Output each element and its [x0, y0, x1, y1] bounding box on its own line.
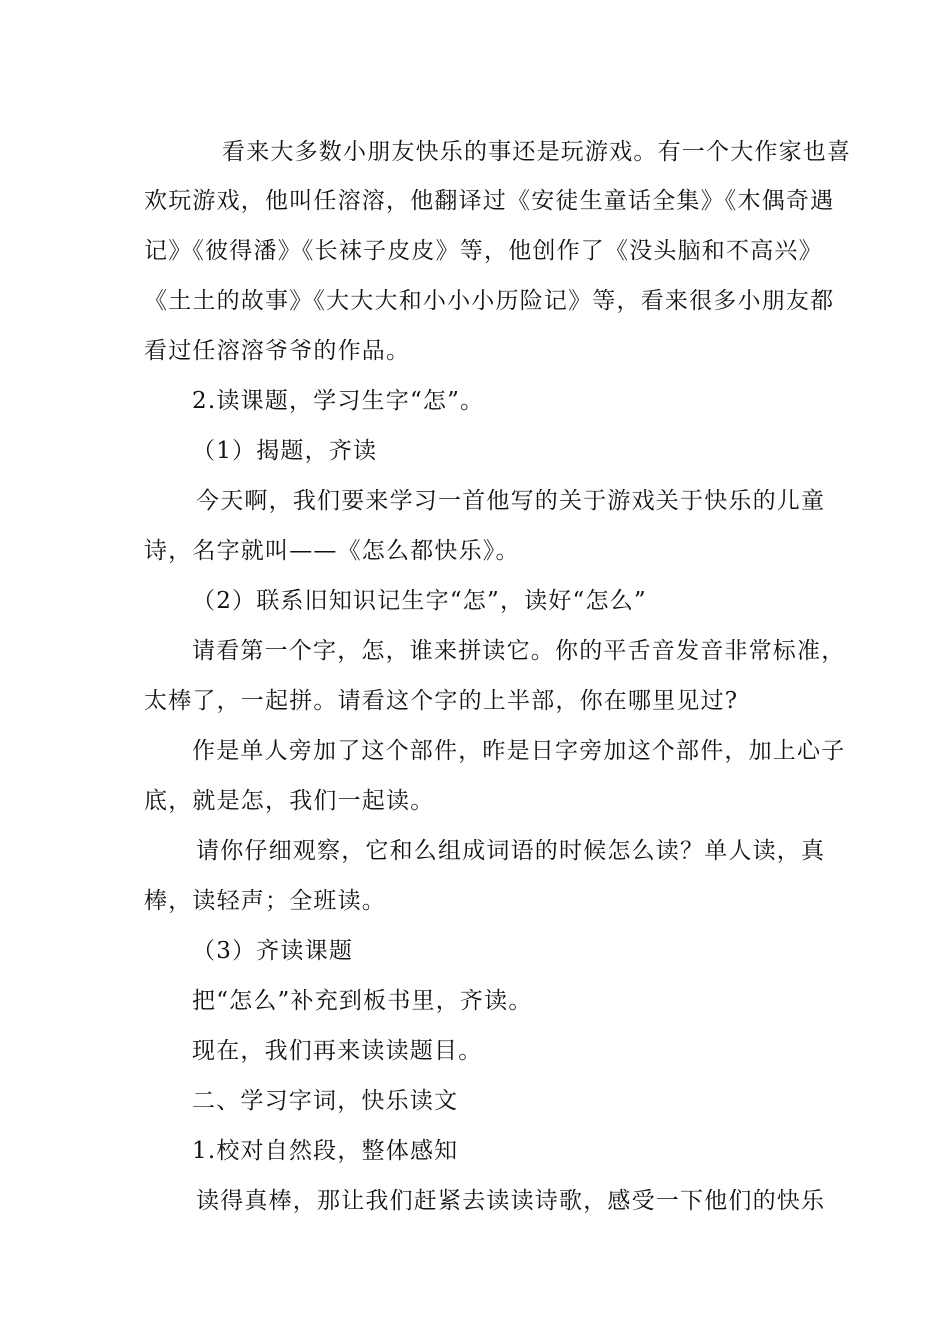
sub-heading: （2）联系旧知识记生字“怎”，读好“怎么” [192, 588, 647, 614]
paragraph-line: 今天啊，我们要来学习一首他写的关于游戏关于快乐的儿童 [196, 488, 826, 514]
section-heading: 二、学习字词，快乐读文 [192, 1088, 459, 1114]
paragraph-line: 欢玩游戏，他叫任溶溶，他翻译过《安徒生童话全集》《木偶奇遇 [144, 188, 835, 214]
section-heading: 1.校对自然段，整体感知 [192, 1138, 459, 1164]
paragraph-line: 读得真棒，那让我们赶紧去读读诗歌，感受一下他们的快乐 [196, 1188, 826, 1214]
paragraph-line: 棒，读轻声；全班读。 [144, 888, 386, 914]
paragraph-line: 请看第一个字，怎，谁来拼读它。你的平舌音发音非常标准， [192, 638, 846, 664]
paragraph-line: 现在，我们再来读读题目。 [192, 1038, 483, 1064]
paragraph-line: 《土土的故事》《大大大和小小小历险记》等，看来很多小朋友都 [144, 288, 835, 314]
sub-heading: （3）齐读课题 [192, 938, 354, 964]
paragraph-line: 请你仔细观察，它和么组成词语的时候怎么读？单人读，真 [196, 838, 826, 864]
paragraph-line: 诗，名字就叫——《怎么都快乐》。 [144, 538, 520, 564]
paragraph-line: 看来大多数小朋友快乐的事还是玩游戏。有一个大作家也喜 [222, 139, 852, 165]
paragraph-line: 把“怎么”补充到板书里，齐读。 [192, 988, 533, 1014]
paragraph-line: 底，就是怎，我们一起读。 [144, 788, 435, 814]
paragraph-line: 看过任溶溶爷爷的作品。 [144, 338, 411, 364]
paragraph-line: 记》《彼得潘》《长袜子皮皮》等，他创作了《没头脑和不高兴》 [144, 238, 823, 264]
section-heading: 2.读课题，学习生字“怎”。 [192, 388, 485, 414]
paragraph-line: 太棒了，一起拼。请看这个字的上半部，你在哪里见过? [144, 688, 739, 714]
paragraph-line: 作是单人旁加了这个部件，昨是日字旁加这个部件，加上心子 [192, 738, 846, 764]
sub-heading: （1）揭题，齐读 [192, 438, 378, 464]
